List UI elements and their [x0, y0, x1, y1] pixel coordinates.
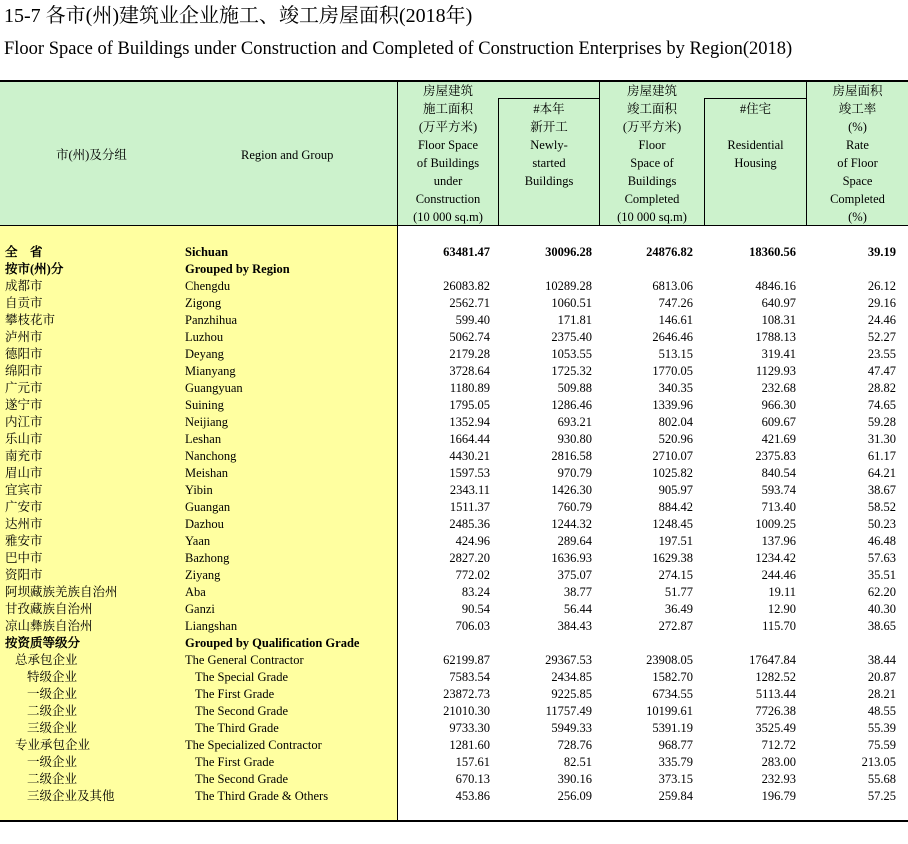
cell-value: 373.15: [658, 772, 693, 786]
cell-value: 2646.46: [652, 330, 693, 344]
cell-value: 146.61: [658, 313, 693, 327]
row-label-zh: 眉山市: [5, 466, 43, 480]
cell-value: 38.67: [867, 483, 896, 497]
column-header-floor-space-completed: 房屋建筑 竣工面积 (万平方米) Floor Space of Buildings Completed (10 000 sq.m): [617, 84, 687, 224]
cell-value: 1352.94: [449, 415, 490, 429]
cell-value: 1636.93: [551, 551, 592, 565]
table-row: [0, 499, 908, 516]
row-label-zh: 阿坝藏族羌族自治州: [5, 585, 118, 599]
cell-value: 213.05: [861, 755, 896, 769]
row-label-en: The First Grade: [195, 755, 275, 769]
table-body: [0, 244, 908, 805]
row-label-en: The Special Grade: [195, 670, 289, 684]
cell-value: 90.54: [461, 602, 490, 616]
cell-value: 968.77: [658, 738, 693, 752]
cell-value: 1281.60: [449, 738, 490, 752]
cell-value: 259.84: [658, 789, 693, 803]
cell-value: 609.67: [761, 415, 796, 429]
cell-value: 5391.19: [652, 721, 693, 735]
table-row: [0, 482, 908, 499]
cell-value: 29367.53: [545, 653, 592, 667]
cell-value: 966.30: [761, 398, 796, 412]
cell-value: 712.72: [761, 738, 796, 752]
cell-value: 11757.49: [545, 704, 592, 718]
row-label-zh: 雅安市: [5, 534, 43, 548]
cell-value: 48.55: [867, 704, 896, 718]
cell-value: 47.47: [867, 364, 896, 378]
row-label-zh: 全 省: [5, 245, 43, 259]
row-label-en: Leshan: [185, 432, 222, 446]
cell-value: 453.86: [455, 789, 490, 803]
cell-value: 375.07: [557, 568, 592, 582]
row-label-zh: 成都市: [5, 279, 43, 293]
column-header-floor-space-construction: 房屋建筑 施工面积 (万平方米) Floor Space of Buildings under Construction (10 000 sq.m): [413, 84, 483, 224]
cell-value: 50.23: [867, 517, 896, 531]
row-label-en: Bazhong: [185, 551, 230, 565]
cell-value: 1795.05: [449, 398, 490, 412]
table-row: [0, 295, 908, 312]
cell-value: 706.03: [455, 619, 490, 633]
cell-value: 4846.16: [755, 279, 796, 293]
row-label-en: Sichuan: [185, 245, 229, 259]
row-label-zh: 二级企业: [27, 772, 78, 786]
cell-value: 56.44: [563, 602, 592, 616]
cell-value: 2375.83: [755, 449, 796, 463]
table-row: [0, 346, 908, 363]
table-row: [0, 686, 908, 703]
cell-value: 63481.47: [443, 245, 490, 259]
table-row: [0, 448, 908, 465]
row-label-zh: 广元市: [5, 381, 43, 395]
cell-value: 1582.70: [652, 670, 693, 684]
row-label-zh: 一级企业: [27, 687, 78, 701]
cell-value: 10199.61: [646, 704, 693, 718]
row-label-en: Neijiang: [185, 415, 229, 429]
cell-value: 51.77: [664, 585, 693, 599]
row-label-en: Deyang: [185, 347, 224, 361]
table-row: [0, 533, 908, 550]
cell-value: 26083.82: [443, 279, 490, 293]
cell-value: 670.13: [455, 772, 490, 786]
table-row: [0, 584, 908, 601]
cell-value: 2179.28: [449, 347, 490, 361]
cell-value: 9225.85: [551, 687, 592, 701]
cell-value: 2827.20: [449, 551, 490, 565]
row-label-en: Ganzi: [185, 602, 215, 616]
data-table: [0, 80, 908, 822]
table-row: [0, 788, 908, 805]
cell-value: 593.74: [761, 483, 796, 497]
bottom-rule: [0, 820, 908, 822]
cell-value: 728.76: [557, 738, 592, 752]
cell-value: 1244.32: [551, 517, 592, 531]
row-label-en: The Third Grade & Others: [195, 789, 329, 803]
cell-value: 23908.05: [646, 653, 693, 667]
row-label-en: Grouped by Qualification Grade: [185, 636, 360, 650]
row-label-zh: 总承包企业: [15, 653, 78, 667]
cell-value: 62199.87: [443, 653, 490, 667]
cell-value: 930.80: [557, 432, 592, 446]
row-label-en: Guangyuan: [185, 381, 243, 395]
row-label-en: Dazhou: [185, 517, 224, 531]
cell-value: 52.27: [867, 330, 896, 344]
row-label-en: Zigong: [185, 296, 222, 310]
cell-value: 62.20: [867, 585, 896, 599]
cell-value: 884.42: [658, 500, 693, 514]
cell-value: 713.40: [761, 500, 796, 514]
cell-value: 20.87: [867, 670, 896, 684]
row-label-en: Meishan: [185, 466, 229, 480]
cell-value: 840.54: [761, 466, 796, 480]
row-label-en: The First Grade: [195, 687, 275, 701]
cell-value: 421.69: [761, 432, 796, 446]
cell-value: 7583.54: [449, 670, 490, 684]
cell-value: 384.43: [557, 619, 592, 633]
table-row: [0, 550, 908, 567]
row-label-zh: 德阳市: [5, 347, 43, 361]
cell-value: 197.51: [658, 534, 693, 548]
cell-value: 38.65: [867, 619, 896, 633]
cell-value: 513.15: [658, 347, 693, 361]
cell-value: 17647.84: [749, 653, 796, 667]
stub-header-zh: 市(州)及分组: [56, 148, 127, 162]
cell-value: 6813.06: [652, 279, 693, 293]
table-row: [0, 567, 908, 584]
cell-value: 18360.56: [749, 245, 796, 259]
row-label-zh: 攀枝花市: [5, 313, 56, 327]
cell-value: 693.21: [557, 415, 592, 429]
table-row: [0, 397, 908, 414]
cell-value: 10289.28: [545, 279, 592, 293]
table-row: [0, 363, 908, 380]
cell-value: 61.17: [867, 449, 896, 463]
cell-value: 2485.36: [449, 517, 490, 531]
row-label-en: Chengdu: [185, 279, 231, 293]
row-label-zh: 甘孜藏族自治州: [5, 602, 93, 616]
cell-value: 424.96: [455, 534, 490, 548]
cell-value: 1053.55: [551, 347, 592, 361]
row-label-zh: 自贡市: [5, 296, 43, 310]
table-row: [0, 652, 908, 669]
cell-value: 3525.49: [755, 721, 796, 735]
row-label-zh: 泸州市: [5, 330, 43, 344]
cell-value: 2434.85: [551, 670, 592, 684]
row-label-en: Aba: [185, 585, 206, 599]
row-label-en: The General Contractor: [185, 653, 304, 667]
row-label-zh: 特级企业: [27, 670, 78, 684]
cell-value: 28.82: [867, 381, 896, 395]
row-label-zh: 三级企业及其他: [27, 789, 115, 803]
row-label-zh: 专业承包企业: [15, 738, 91, 752]
table-row: [0, 244, 908, 261]
cell-value: 26.12: [867, 279, 896, 293]
cell-value: 30096.28: [545, 245, 592, 259]
cell-value: 970.79: [557, 466, 592, 480]
table-row: [0, 414, 908, 431]
cell-value: 31.30: [867, 432, 896, 446]
cell-value: 390.16: [557, 772, 592, 786]
cell-value: 1629.38: [652, 551, 693, 565]
row-label-en: Mianyang: [185, 364, 236, 378]
cell-value: 9733.30: [449, 721, 490, 735]
row-label-zh: 绵阳市: [5, 364, 43, 378]
cell-value: 1725.32: [551, 364, 592, 378]
cell-value: 340.35: [658, 381, 693, 395]
table-title-zh: 15-7 各市(州)建筑业企业施工、竣工房屋面积(2018年): [4, 5, 473, 27]
table-row: [0, 771, 908, 788]
cell-value: 2816.58: [551, 449, 592, 463]
table-row: [0, 703, 908, 720]
cell-value: 40.30: [867, 602, 896, 616]
row-label-en: Yaan: [185, 534, 211, 548]
cell-value: 760.79: [557, 500, 592, 514]
cell-value: 244.46: [761, 568, 796, 582]
cell-value: 57.25: [867, 789, 896, 803]
cell-value: 1129.93: [755, 364, 796, 378]
cell-value: 1597.53: [449, 466, 490, 480]
cell-value: 196.79: [761, 789, 796, 803]
column-header-completion-rate: 房屋面积 竣工率 (%) Rate of Floor Space Completed (%): [830, 84, 885, 224]
row-label-en: Suining: [185, 398, 224, 412]
cell-value: 1286.46: [551, 398, 592, 412]
row-label-zh: 凉山彝族自治州: [5, 619, 93, 633]
cell-value: 36.49: [664, 602, 693, 616]
cell-value: 232.68: [761, 381, 796, 395]
cell-value: 38.77: [563, 585, 592, 599]
cell-value: 1770.05: [652, 364, 693, 378]
row-label-zh: 内江市: [5, 415, 43, 429]
cell-value: 57.63: [867, 551, 896, 565]
cell-value: 82.51: [563, 755, 592, 769]
row-label-zh: 乐山市: [5, 432, 43, 446]
cell-value: 2343.11: [449, 483, 490, 497]
cell-value: 115.70: [762, 619, 796, 633]
cell-value: 35.51: [867, 568, 896, 582]
cell-value: 747.26: [658, 296, 693, 310]
table-row: [0, 601, 908, 618]
cell-value: 1339.96: [652, 398, 693, 412]
row-label-en: Liangshan: [185, 619, 238, 633]
table-row: [0, 261, 908, 278]
cell-value: 39.19: [867, 245, 896, 259]
row-label-en: Panzhihua: [185, 313, 238, 327]
cell-value: 171.81: [557, 313, 592, 327]
cell-value: 4430.21: [449, 449, 490, 463]
cell-value: 274.15: [658, 568, 693, 582]
cell-value: 1664.44: [449, 432, 490, 446]
row-label-zh: 按市(州)分: [5, 262, 64, 276]
table-row: [0, 618, 908, 635]
table-row: [0, 380, 908, 397]
cell-value: 55.39: [867, 721, 896, 735]
cell-value: 23872.73: [443, 687, 490, 701]
row-label-en: Grouped by Region: [185, 262, 290, 276]
cell-value: 75.59: [867, 738, 896, 752]
row-label-zh: 按资质等级分: [5, 636, 81, 650]
cell-value: 28.21: [867, 687, 896, 701]
row-label-zh: 达州市: [5, 517, 43, 531]
cell-value: 2375.40: [551, 330, 592, 344]
cell-value: 58.52: [867, 500, 896, 514]
cell-value: 21010.30: [443, 704, 490, 718]
cell-value: 23.55: [867, 347, 896, 361]
cell-value: 335.79: [658, 755, 693, 769]
row-label-zh: 一级企业: [27, 755, 78, 769]
row-label-zh: 二级企业: [27, 704, 78, 718]
cell-value: 272.87: [658, 619, 693, 633]
column-header-newly-started: #本年 新开工 Newly- started Buildings: [524, 102, 574, 188]
header-subline: [704, 98, 806, 99]
cell-value: 1511.37: [449, 500, 490, 514]
cell-value: 46.48: [867, 534, 896, 548]
cell-value: 1234.42: [755, 551, 796, 565]
cell-value: 1248.45: [652, 517, 693, 531]
cell-value: 24876.82: [646, 245, 693, 259]
cell-value: 64.21: [867, 466, 896, 480]
row-label-zh: 巴中市: [5, 551, 43, 565]
row-label-zh: 三级企业: [27, 721, 78, 735]
table-title-en: Floor Space of Buildings under Construction and Completed of Construction Enterprises by Region(2018): [4, 39, 793, 59]
row-label-zh: 广安市: [5, 500, 43, 514]
cell-value: 2562.71: [449, 296, 490, 310]
cell-value: 3728.64: [449, 364, 490, 378]
cell-value: 520.96: [658, 432, 693, 446]
row-label-en: Ziyang: [185, 568, 221, 582]
cell-value: 29.16: [867, 296, 896, 310]
row-label-zh: 资阳市: [5, 568, 43, 582]
table-row: [0, 329, 908, 346]
cell-value: 5113.44: [755, 687, 796, 701]
cell-value: 74.65: [867, 398, 896, 412]
row-label-zh: 宜宾市: [5, 483, 43, 497]
row-label-zh: 遂宁市: [5, 398, 43, 412]
row-label-zh: 南充市: [5, 449, 43, 463]
row-label-en: Luzhou: [185, 330, 224, 344]
cell-value: 640.97: [761, 296, 796, 310]
cell-value: 59.28: [867, 415, 896, 429]
cell-value: 1060.51: [551, 296, 592, 310]
row-label-en: Nanchong: [185, 449, 237, 463]
cell-value: 319.41: [761, 347, 796, 361]
row-label-en: The Second Grade: [195, 772, 289, 786]
table-row: [0, 312, 908, 329]
stub-header-en: Region and Group: [241, 148, 334, 162]
cell-value: 7726.38: [755, 704, 796, 718]
cell-value: 772.02: [455, 568, 490, 582]
cell-value: 137.96: [761, 534, 796, 548]
table-row: [0, 720, 908, 737]
header-subline: [498, 98, 599, 99]
column-header-residential: #住宅 Residential Housing: [727, 102, 784, 170]
cell-value: 19.11: [768, 585, 796, 599]
table-row: [0, 465, 908, 482]
table-row: [0, 737, 908, 754]
row-label-en: Guangan: [185, 500, 231, 514]
table-row: [0, 516, 908, 533]
cell-value: 1426.30: [551, 483, 592, 497]
cell-value: 157.61: [455, 755, 490, 769]
cell-value: 289.64: [557, 534, 592, 548]
cell-value: 5949.33: [551, 721, 592, 735]
cell-value: 12.90: [767, 602, 796, 616]
cell-value: 24.46: [867, 313, 896, 327]
cell-value: 1025.82: [652, 466, 693, 480]
cell-value: 38.44: [867, 653, 896, 667]
cell-value: 1009.25: [755, 517, 796, 531]
cell-value: 905.97: [658, 483, 693, 497]
table-row: [0, 754, 908, 771]
cell-value: 5062.74: [449, 330, 490, 344]
cell-value: 2710.07: [652, 449, 693, 463]
cell-value: 1282.52: [755, 670, 796, 684]
cell-value: 1788.13: [755, 330, 796, 344]
cell-value: 232.93: [761, 772, 796, 786]
cell-value: 55.68: [867, 772, 896, 786]
table-row: [0, 431, 908, 448]
cell-value: 283.00: [761, 755, 796, 769]
cell-value: 83.24: [461, 585, 490, 599]
cell-value: 256.09: [557, 789, 592, 803]
table-row: [0, 669, 908, 686]
row-label-en: The Third Grade: [195, 721, 279, 735]
cell-value: 1180.89: [449, 381, 490, 395]
cell-value: 6734.55: [652, 687, 693, 701]
row-label-en: Yibin: [185, 483, 213, 497]
cell-value: 108.31: [761, 313, 796, 327]
cell-value: 802.04: [658, 415, 693, 429]
row-label-en: The Second Grade: [195, 704, 289, 718]
cell-value: 599.40: [455, 313, 490, 327]
cell-value: 509.88: [557, 381, 592, 395]
table-row: [0, 278, 908, 295]
row-label-en: The Specialized Contractor: [185, 738, 322, 752]
table-row: [0, 635, 908, 652]
